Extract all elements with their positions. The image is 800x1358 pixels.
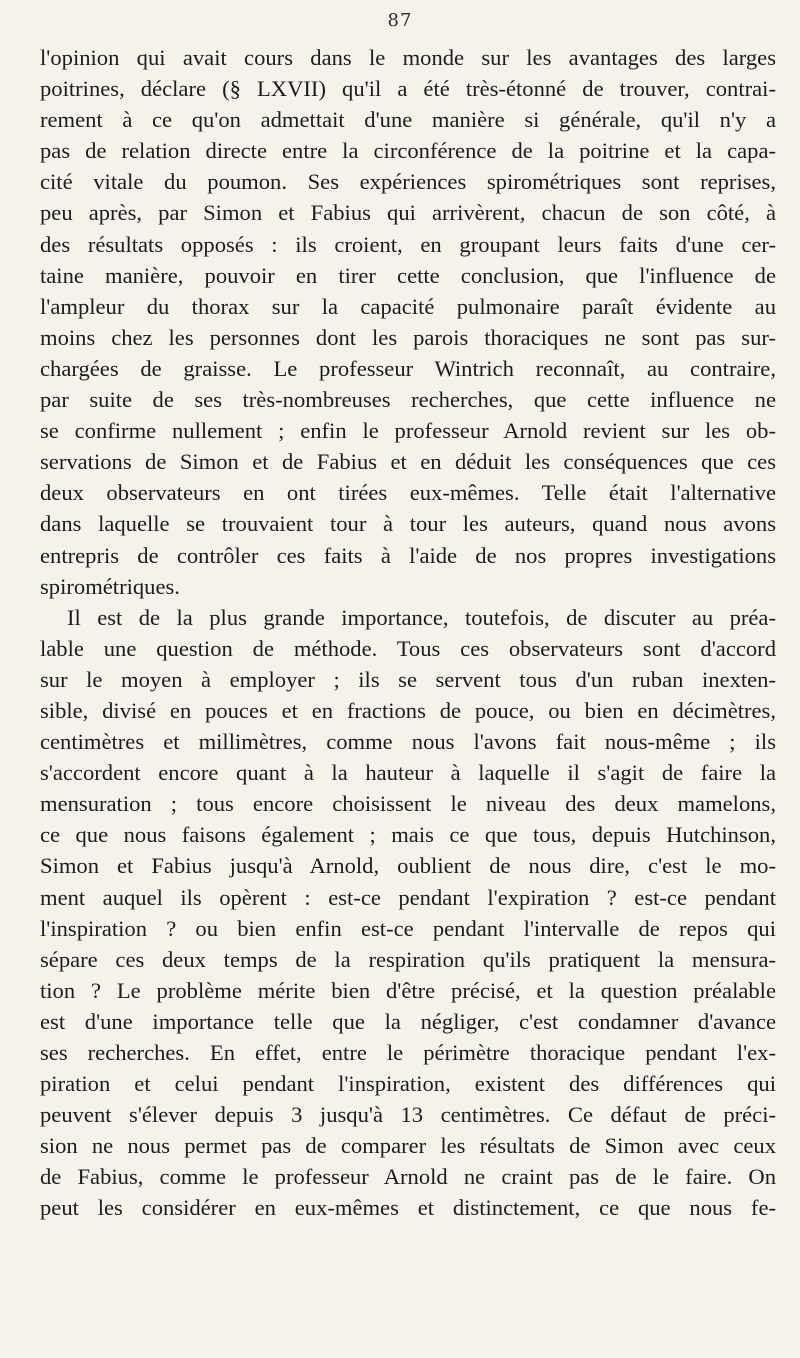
paragraph-end-line: spirométriques. xyxy=(40,573,180,599)
text-line: se confirme nullement ; enfin le professeur Arnold revient sur les ob- xyxy=(40,418,776,444)
text-line: entrepris de contrôler ces faits à l'aide de nos propres investigations xyxy=(40,542,776,568)
text-line: centimètres et millimètres, comme nous l'avons fait nous-même ; ils xyxy=(40,729,776,755)
text-line: peu après, par Simon et Fabius qui arrivèrent, chacun de son côté, à xyxy=(40,200,776,226)
text-line: pas de relation directe entre la circonférence de la poitrine et la capa- xyxy=(40,138,776,164)
text-line: s'accordent encore quant à la hauteur à laquelle il s'agit de faire la xyxy=(40,760,776,786)
text-line: l'inspiration ? ou bien enfin est-ce pendant l'intervalle de repos qui xyxy=(40,915,776,941)
text-line: dans laquelle se trouvaient tour à tour les auteurs, quand nous avons xyxy=(40,511,776,537)
body-text xyxy=(40,42,776,1224)
text-line: lable une question de méthode. Tous ces observateurs sont d'accord xyxy=(40,635,776,661)
text-line: est d'une importance telle que la négliger, c'est condamner d'avance xyxy=(40,1008,776,1034)
text-line: poitrines, déclare (§ LXVII) qu'il a été très-étonné de trouver, contrai- xyxy=(40,76,776,102)
paragraph-start-line: Il est de la plus grande importance, toutefois, de discuter au préa- xyxy=(67,604,776,630)
text-line: deux observateurs en ont tirées eux-mêmes. Telle était l'alternative xyxy=(40,480,776,506)
text-line: sion ne nous permet pas de comparer les résultats de Simon avec ceux xyxy=(40,1133,776,1159)
text-line: l'opinion qui avait cours dans le monde sur les avantages des larges xyxy=(40,45,776,70)
text-line: ment auquel ils opèrent : est-ce pendant l'expiration ? est-ce pendant xyxy=(40,884,776,910)
text-line: servations de Simon et de Fabius et en déduit les conséquences que ces xyxy=(40,449,776,475)
text-line: piration et celui pendant l'inspiration, existent des différences qui xyxy=(40,1071,776,1097)
text-line: rement à ce qu'on admettait d'une manière si générale, qu'il n'y a xyxy=(40,107,776,133)
text-line: des résultats opposés : ils croient, en groupant leurs faits d'une cer- xyxy=(40,231,776,257)
text-line: par suite de ses très-nombreuses recherches, que cette influence ne xyxy=(40,387,776,413)
text-line: tion ? Le problème mérite bien d'être précisé, et la question préalable xyxy=(40,977,776,1003)
text-line: moins chez les personnes dont les parois thoraciques ne sont pas sur- xyxy=(40,324,776,350)
text-line: ses recherches. En effet, entre le périmètre thoracique pendant l'ex- xyxy=(40,1040,776,1065)
text-line: taine manière, pouvoir en tirer cette conclusion, que l'influence de xyxy=(40,262,776,288)
text-line: mensuration ; tous encore choisissent le niveau des deux mamelons, xyxy=(40,791,776,817)
text-line: peut les considérer en eux-mêmes et distinctement, ce que nous fe- xyxy=(40,1195,776,1221)
text-line: sépare ces deux temps de la respiration qu'ils pratiquent la mensura- xyxy=(40,946,776,972)
text-line: sur le moyen à employer ; ils se servent tous d'un ruban inexten- xyxy=(40,666,776,692)
text-line: de Fabius, comme le professeur Arnold ne craint pas de le faire. On xyxy=(40,1164,776,1190)
text-line: Simon et Fabius jusqu'à Arnold, oublient de nous dire, c'est le mo- xyxy=(40,853,776,879)
text-line: sible, divisé en pouces et en fractions de pouce, ou bien en décimètres, xyxy=(40,697,776,723)
text-line: ce que nous faisons également ; mais ce que tous, depuis Hutchinson, xyxy=(40,822,776,848)
text-line: l'ampleur du thorax sur la capacité pulmonaire paraît évidente au xyxy=(40,293,776,319)
page-number: 87 xyxy=(387,10,413,31)
text-line: peuvent s'élever depuis 3 jusqu'à 13 centimètres. Ce défaut de préci- xyxy=(40,1102,776,1128)
text-line: cité vitale du poumon. Ses expériences spirométriques sont reprises, xyxy=(40,169,776,195)
text-line: chargées de graisse. Le professeur Wintrich reconnaît, au contraire, xyxy=(40,355,776,381)
